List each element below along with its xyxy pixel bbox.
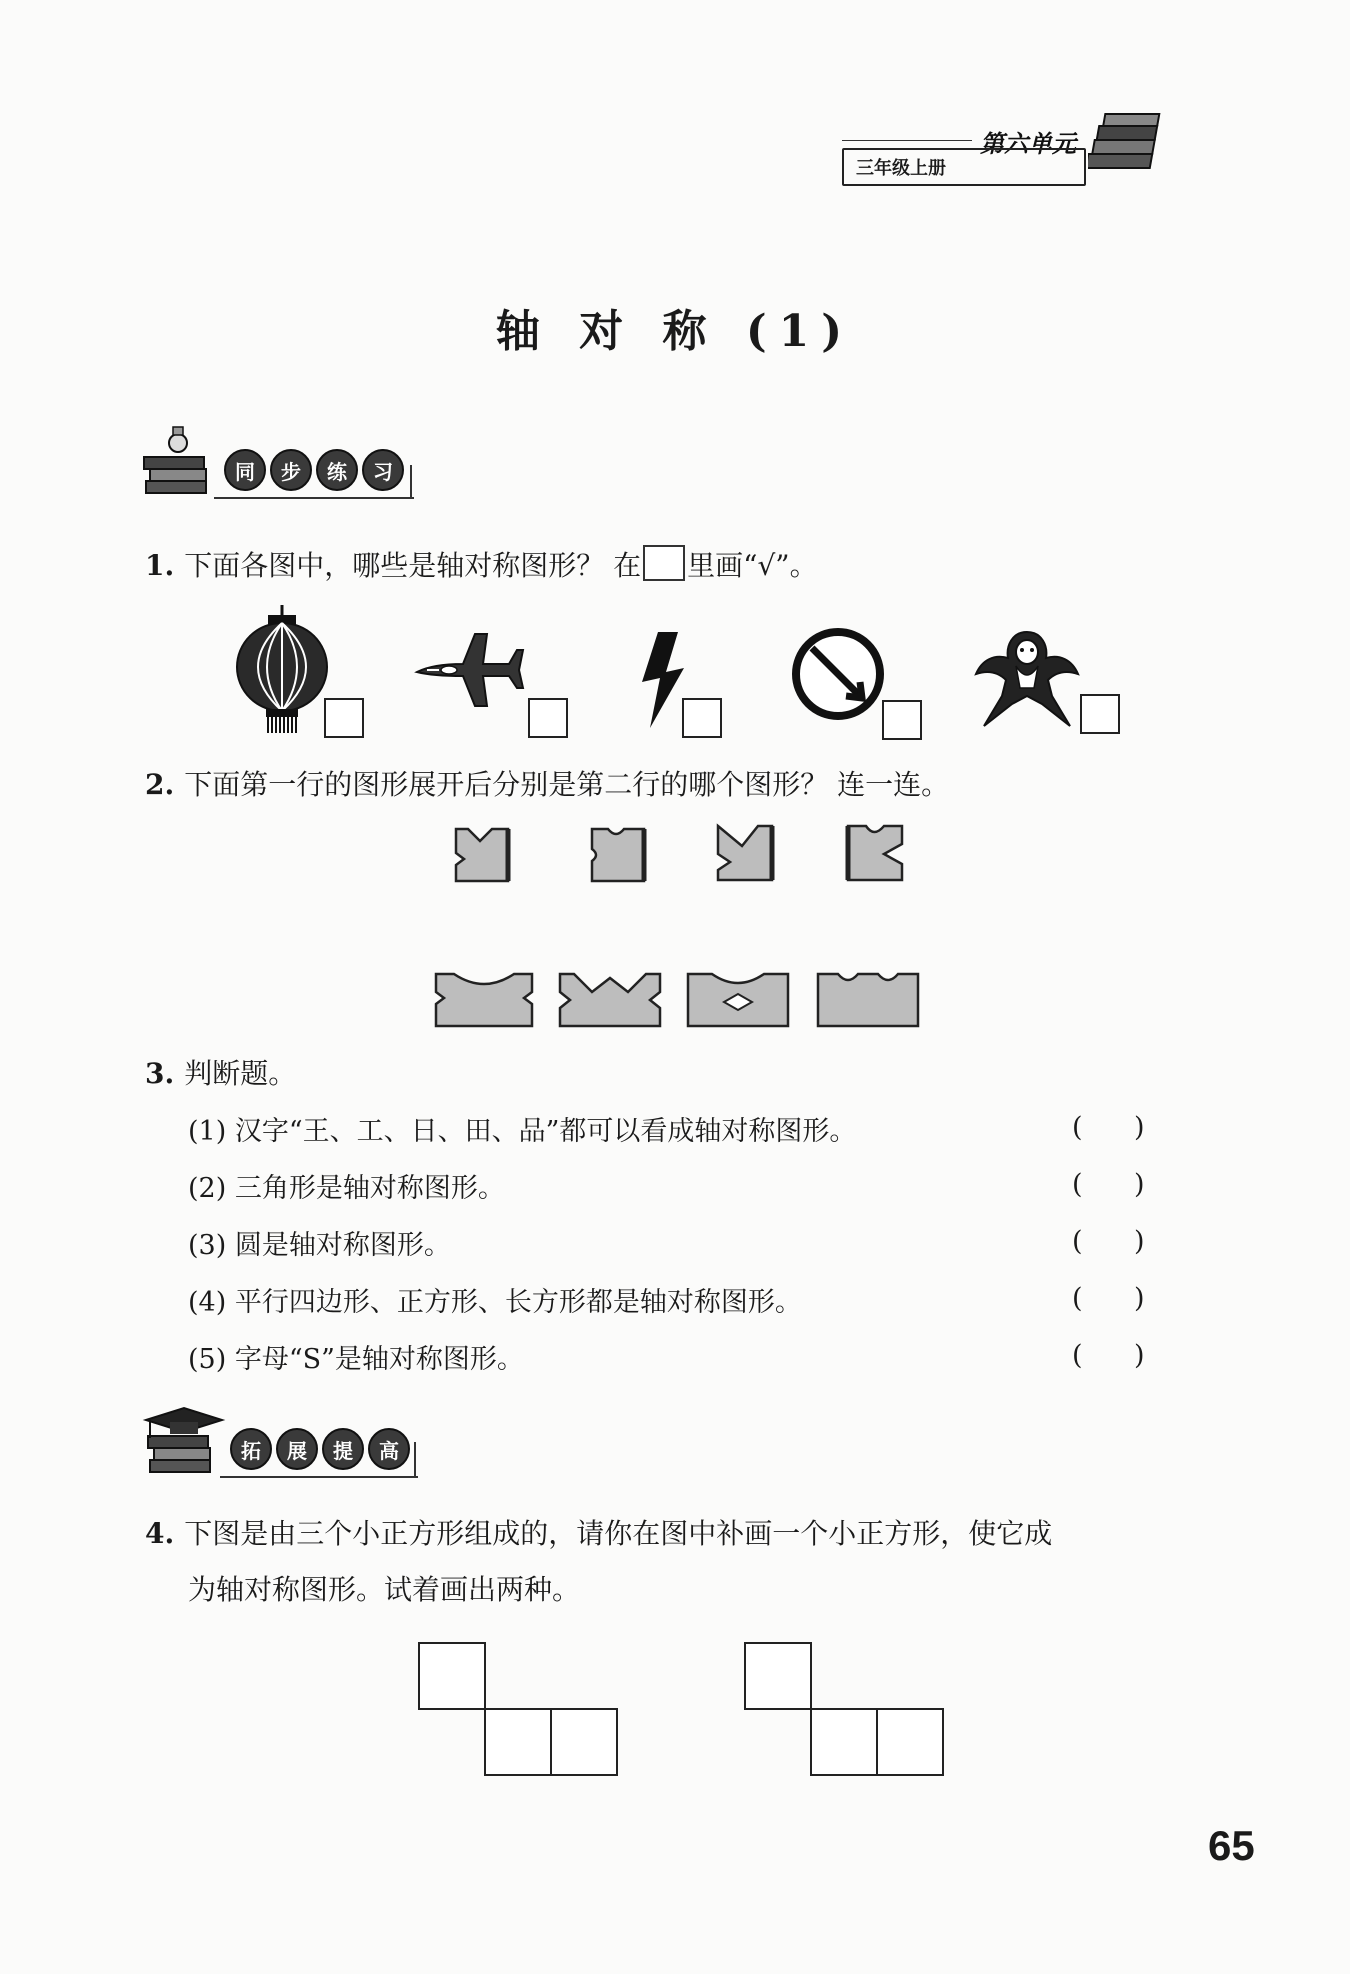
badge-underline xyxy=(220,1476,418,1478)
book-stack-icon xyxy=(1088,110,1168,184)
badge-char: 习 xyxy=(362,449,404,491)
badge-char: 练 xyxy=(316,449,358,491)
grid-square xyxy=(550,1708,618,1776)
q1-text: 1. 下面各图中，哪些是轴对称图形？ 在 里画“√”。 xyxy=(145,545,818,586)
lightning-icon xyxy=(638,630,688,730)
badge-bracket xyxy=(410,465,412,499)
q3-text: 3. 判断题。 xyxy=(145,1057,297,1090)
square-grid-1[interactable] xyxy=(418,1642,618,1776)
folded-shape-1 xyxy=(452,825,512,885)
q3-number: 3. xyxy=(145,1057,175,1090)
header xyxy=(840,110,1180,190)
answer-box-1[interactable] xyxy=(324,698,364,738)
page-number: 65 xyxy=(1208,1822,1255,1869)
q2-text: 2. 下面第一行的图形展开后分别是第二行的哪个图形？ 连一连。 xyxy=(145,768,950,801)
unfolded-shape-3 xyxy=(684,970,792,1030)
lantern-icon xyxy=(232,605,332,735)
no-turn-sign-icon xyxy=(790,626,886,722)
practice-badges xyxy=(224,449,404,491)
extension-badges xyxy=(230,1428,410,1470)
answer-box-5[interactable] xyxy=(1080,694,1120,734)
q2-number: 2. xyxy=(145,768,175,801)
example-box xyxy=(643,545,685,581)
answer-box-3[interactable] xyxy=(682,698,722,738)
section-extension-header xyxy=(140,1402,430,1482)
kite-icon xyxy=(972,626,1082,732)
answer-paren-3[interactable]: ( ) xyxy=(1072,1226,1145,1257)
q4-number: 4. xyxy=(145,1517,175,1550)
answer-box-4[interactable] xyxy=(882,700,922,740)
unit-label: 第六单元 xyxy=(980,131,1076,158)
books-cap-icon xyxy=(140,1402,228,1486)
answer-box-2[interactable] xyxy=(528,698,568,738)
grade-label: 三年级上册 xyxy=(856,158,946,178)
grid-square xyxy=(418,1642,486,1710)
badge-char: 拓 xyxy=(230,1428,272,1470)
grid-square xyxy=(810,1708,878,1776)
badge-underline xyxy=(214,497,414,499)
judge-item-5: (5) 字母“S”是轴对称图形。 xyxy=(188,1344,524,1375)
unfolded-shape-1 xyxy=(432,970,536,1030)
books-lamp-icon xyxy=(140,425,220,505)
badge-char: 高 xyxy=(368,1428,410,1470)
badge-char: 提 xyxy=(322,1428,364,1470)
judge-item-4: (4) 平行四边形、正方形、长方形都是轴对称图形。 xyxy=(188,1287,802,1318)
judge-item-2: (2) 三角形是轴对称图形。 xyxy=(188,1173,505,1204)
answer-paren-5[interactable]: ( ) xyxy=(1072,1340,1145,1371)
badge-bracket xyxy=(414,1442,416,1478)
folded-shape-4 xyxy=(844,822,906,884)
judge-item-3: (3) 圆是轴对称图形。 xyxy=(188,1230,451,1261)
q4-text-line1: 4. 下图是由三个小正方形组成的，请你在图中补画一个小正方形，使它成 xyxy=(145,1517,1053,1550)
unfolded-shape-2 xyxy=(556,970,664,1030)
header-line xyxy=(842,140,972,141)
q1-number: 1. xyxy=(145,549,175,582)
answer-paren-4[interactable]: ( ) xyxy=(1072,1283,1145,1314)
unfolded-shape-4 xyxy=(814,970,922,1030)
section-practice-header xyxy=(140,425,430,505)
q4-text-line2: 为轴对称图形。试着画出两种。 xyxy=(188,1573,581,1606)
badge-char: 同 xyxy=(224,449,266,491)
answer-paren-2[interactable]: ( ) xyxy=(1072,1169,1145,1200)
judge-item-1: (1) 汉字“王、工、日、田、品”都可以看成轴对称图形。 xyxy=(188,1116,857,1147)
page-title: 轴 对 称 (1) xyxy=(495,306,855,357)
square-grid-2[interactable] xyxy=(744,1642,944,1776)
badge-char: 步 xyxy=(270,449,312,491)
grid-square xyxy=(876,1708,944,1776)
airplane-icon xyxy=(413,630,525,710)
answer-paren-1[interactable]: ( ) xyxy=(1072,1112,1145,1143)
badge-char: 展 xyxy=(276,1428,318,1470)
folded-shape-3 xyxy=(714,822,776,884)
grid-square xyxy=(484,1708,552,1776)
folded-shape-2 xyxy=(588,825,648,885)
grid-square xyxy=(744,1642,812,1710)
